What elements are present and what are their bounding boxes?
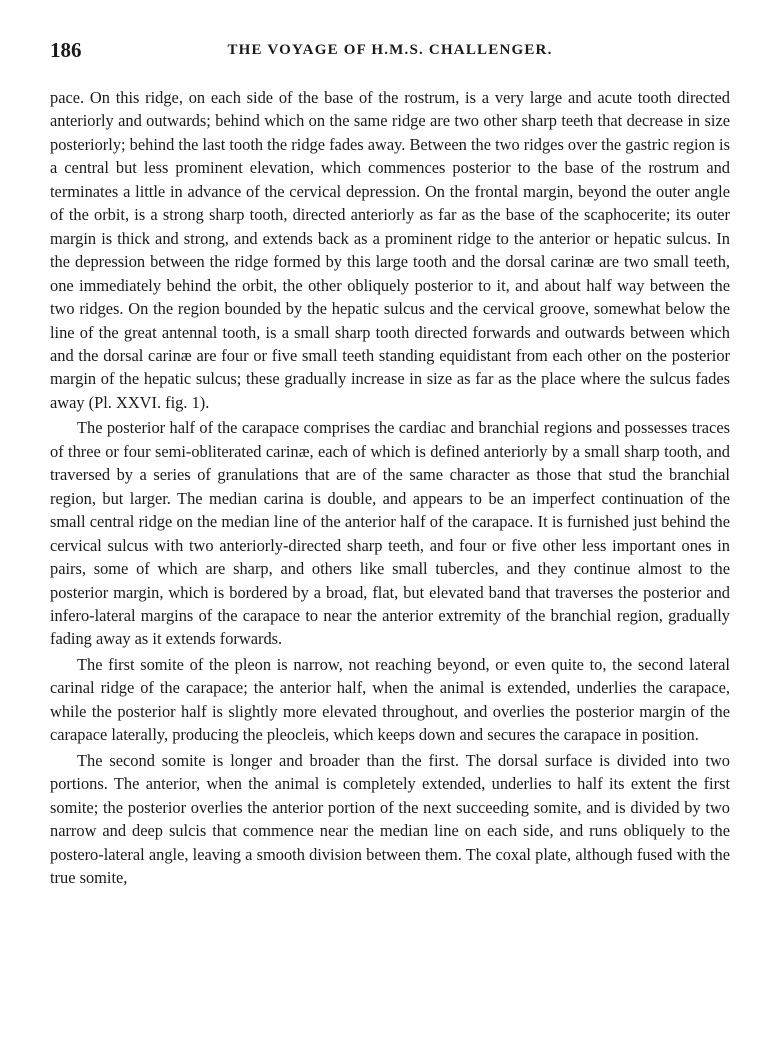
body-text	[50, 86, 730, 889]
page-number: 186	[50, 38, 82, 62]
paragraph-continued: pace. On this ridge, on each side of the base of the rostrum, is a very large and acute tooth directed anteriorly and outwards; behind which on the same ridge are two other sharp teeth that decrease in size posteriorly; behind the last tooth the ridge fades away. Between the two ridges over the gastric region is a central but less prominent elevation, which commences posterior to the base of the rostrum and terminates a little in advance of the cervical depression. On the frontal margin, beyond the outer angle of the orbit, is a strong sharp tooth, directed anteriorly as far as the base of the scaphocerite; its outer margin is thick and strong, and extends back as a prominent ridge to the anterior or hepatic sulcus. In the depression between the ridge formed by this large tooth and the dorsal carinæ are two small teeth, one immediately behind the orbit, the other obliquely posterior to it, and about half way between the two ridges. On the region bounded by the hepatic sulcus and the cervical groove, somewhat below the line of the great antennal tooth, is a small sharp tooth directed forwards and outwards between which and the dorsal carinæ are four or five small teeth standing equidistant from each other on the posterior margin of the hepatic sulcus; these gradually increase in size as far as the place where the sulcus fades away (Pl. XXVI. fig. 1).	[50, 88, 730, 412]
page-header	[50, 38, 730, 68]
paragraph-first-somite: The first somite of the pleon is narrow, not reaching beyond, or even quite to, the second lateral carinal ridge of the carapace; the anterior half, when the animal is extended, underlies the carapace, while the posterior half is slightly more elevated throughout, and overlies the posterior margin of the carapace laterally, producing the pleocleis, which keeps down and secures the carapace in position.	[50, 654, 730, 745]
paragraph-second-somite: The second somite is longer and broader than the first. The dorsal surface is divided into two portions. The anterior, when the animal is completely extended, underlies to half its extent the first somite; the posterior overlies the anterior portion of the next succeeding somite, and is divided by two narrow and deep sulcis that commence near the median line on each side, and runs obliquely to the postero-lateral angle, leaving a smooth division between them. The coxal plate, although fused with the true somite,	[50, 750, 730, 887]
paragraph-posterior-half: The posterior half of the carapace comprises the cardiac and branchial regions and possesses traces of three or four semi-obliterated carinæ, each of which is defined anteriorly by a small sharp tooth, and traversed by a series of granulations that are of the same character as those that stud the branchial region, but larger. The median carina is double, and appears to be an imperfect continuation of the small central ridge on the median line of the anterior half of the carapace. It is furnished just behind the cervical sulcus with two anteriorly-directed sharp teeth, and four or five other less important ones in pairs, some of which are sharp, and others like small tubercles, and they continue almost to the posterior margin, which is bordered by a broad, flat, but elevated band that traverses the posterior and infero-lateral margins of the carapace to near the anterior extremity of the branchial region, gradually fading away as it extends forwards.	[50, 418, 730, 649]
running-head: THE VOYAGE OF H.M.S. CHALLENGER.	[227, 42, 553, 58]
